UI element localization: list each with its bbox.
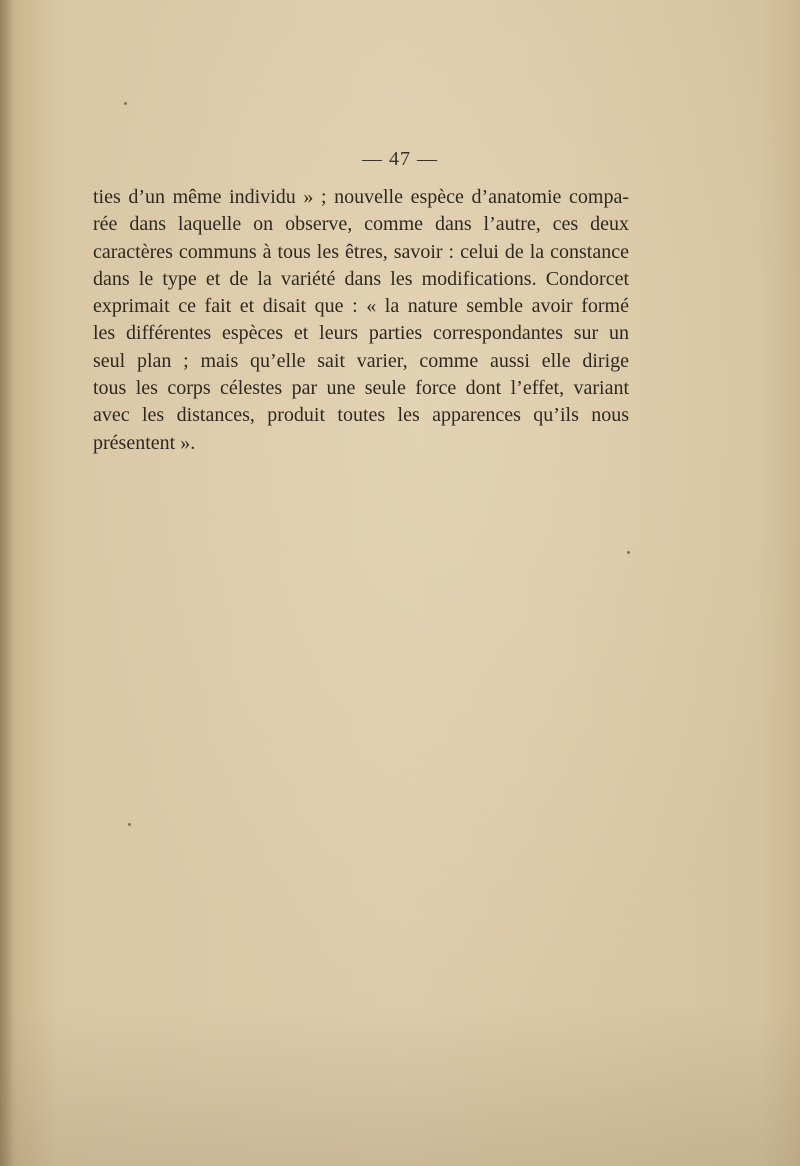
text-line: tous les corps célestes par une seule force dont l’effet, variant (93, 377, 629, 400)
body-paragraph (93, 184, 629, 457)
text-line: rée dans laquelle on observe, comme dans l’autre, ces deux (93, 213, 629, 236)
text-line: ties d’un même individu » ; nouvelle espèce d’anatomie compa- (93, 186, 629, 208)
text-line: dans le type et de la variété dans les modifications. Condorcet (93, 267, 629, 290)
page-edge-shadow (0, 0, 14, 1166)
text-line: avec les distances, produit toutes les apparences qu’ils nous (93, 404, 629, 427)
text-line: caractères communs à tous les êtres, savoir : celui de la constance (93, 240, 629, 263)
page-number: — 47 — (362, 148, 438, 170)
text-line: les différentes espèces et leurs parties correspondantes sur un (93, 322, 629, 345)
text-line: seul plan ; mais qu’elle sait varier, comme aussi elle dirige (93, 349, 629, 372)
text-line: présentent ». (93, 431, 196, 454)
paper-speck (124, 102, 127, 105)
page-bottom-shade (0, 1006, 800, 1166)
paper-speck (627, 551, 630, 554)
paper-speck (128, 823, 131, 826)
text-line: exprimait ce fait et disait que : « la nature semble avoir formé (93, 295, 629, 318)
